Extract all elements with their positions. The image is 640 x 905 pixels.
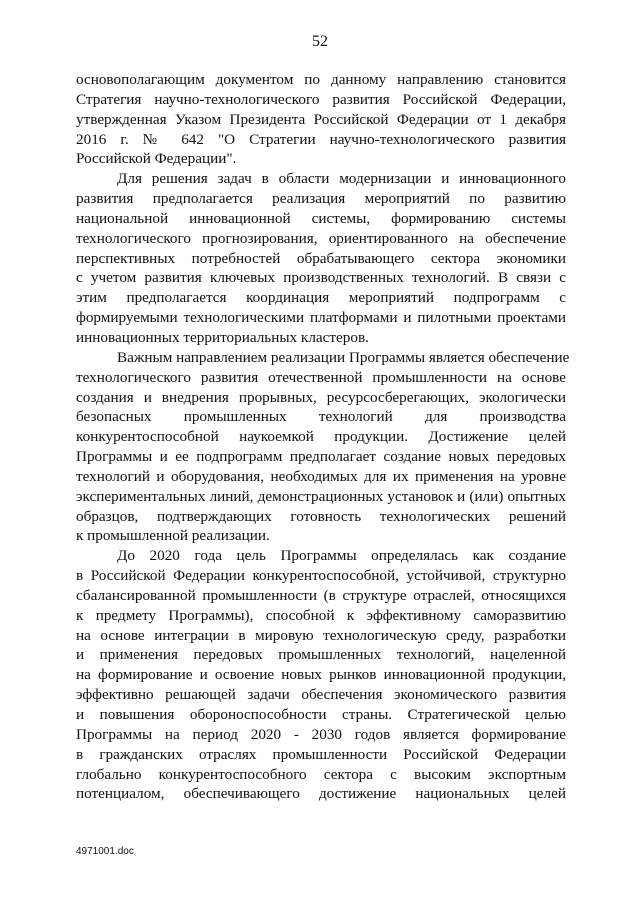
paragraph-first-line: Важным направлением реализации Программы является обеспечение	[117, 348, 570, 366]
paragraph-first-line: До 2020 года цель Программы определялась как создание	[117, 547, 566, 565]
text-line: глобально конкурентоспособного сектора с высоким экспортным	[76, 765, 566, 783]
text-line: с учетом развития ключевых производственных технологий. В связи с	[76, 269, 566, 287]
text-line: технологического развития отечественной промышленности на основе	[76, 368, 566, 386]
text-line: инновационных территориальных кластеров.	[76, 328, 369, 346]
text-line: сбалансированной промышленности (в структуре отраслей, относящихся	[76, 586, 566, 604]
text-line: национальной инновационной системы, формированию системы	[76, 209, 566, 227]
text-line: перспективных потребностей обрабатывающего сектора экономики	[76, 249, 566, 267]
text-line: создания и внедрения прорывных, ресурсосберегающих, экологически	[76, 388, 566, 406]
text-line: Стратегия научно-технологического развития Российской Федерации,	[76, 90, 566, 108]
text-line: технологического прогнозирования, ориентированного на обеспечение	[76, 229, 566, 247]
text-line: 2016 г. № 642 "О Стратегии научно-технологического развития	[76, 130, 566, 148]
text-line: на формирование и освоение новых рынков инновационной продукции,	[76, 666, 566, 684]
text-line: к промышленной реализации.	[76, 527, 270, 545]
text-line: конкурентоспособной наукоемкой продукции. Достижение целей	[76, 428, 566, 446]
document-body	[76, 70, 570, 804]
text-line: в гражданских отраслях промышленности Российской Федерации	[76, 745, 566, 763]
footer-filename: 4971001.doc	[76, 846, 134, 857]
text-line: эффективно решающей задачи обеспечения экономического развития	[76, 686, 566, 704]
text-line: образцов, подтверждающих готовность технологических решений	[76, 507, 566, 525]
text-line: на основе интеграции в мировую технологическую среду, разработки	[76, 626, 566, 644]
text-line: технологий и оборудования, необходимых для их применения на уровне	[76, 467, 566, 485]
text-line: потенциалом, обеспечивающего достижение национальных целей	[76, 785, 566, 803]
text-line: и применения передовых промышленных технологий, нацеленной	[76, 646, 566, 664]
text-line: экспериментальных линий, демонстрационных установок и (или) опытных	[76, 487, 566, 505]
text-line: Программы на период 2020 - 2030 годов является формирование	[76, 725, 566, 743]
paragraph-first-line: Для решения задач в области модернизации и инновационного	[117, 170, 566, 188]
text-line: к предмету Программы), способной к эффективному саморазвитию	[76, 606, 566, 624]
text-line: основополагающим документом по данному направлению становится	[76, 71, 566, 88]
text-line: Программы и ее подпрограмм предполагает создание новых передовых	[76, 448, 566, 466]
text-line: формируемыми технологическими платформами и пилотными проектами	[76, 309, 566, 327]
text-line: утвержденная Указом Президента Российской Федерации от 1 декабря	[76, 110, 566, 128]
text-line: безопасных промышленных технологий для производства	[76, 408, 566, 426]
text-line: этим предполагается координация мероприятий подпрограмм с	[76, 289, 566, 307]
text-line: развития предполагается реализация мероприятий по развитию	[76, 190, 566, 208]
text-line: и повышения обороноспособности страны. Стратегической целью	[76, 706, 566, 723]
text-line: в Российской Федерации конкурентоспособной, устойчивой, структурно	[76, 567, 566, 585]
text-line: Российской Федерации".	[76, 150, 237, 168]
page-number: 52	[312, 33, 328, 50]
